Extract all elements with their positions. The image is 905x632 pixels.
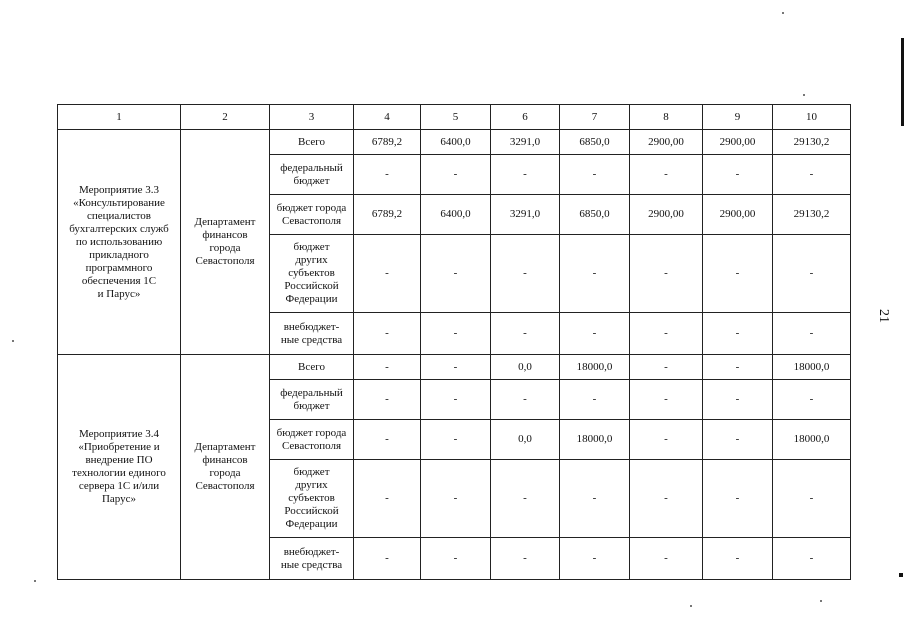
page-number: 21 <box>876 309 891 323</box>
amount-cell: - <box>630 538 703 580</box>
amount-cell: - <box>630 235 703 313</box>
column-header-9: 9 <box>703 105 773 130</box>
table-row <box>58 130 851 155</box>
amount-cell: - <box>491 460 560 538</box>
amount-cell: 29130,2 <box>773 130 851 155</box>
amount-cell: - <box>773 538 851 580</box>
amount-cell: 6789,2 <box>354 195 421 235</box>
amount-cell: - <box>421 355 491 380</box>
amount-cell: - <box>354 380 421 420</box>
funding-source-cell: федеральный бюджет <box>270 380 354 420</box>
amount-cell: 2900,00 <box>703 130 773 155</box>
amount-cell: - <box>560 235 630 313</box>
scan-speck <box>803 94 805 96</box>
budget-table <box>57 104 851 580</box>
amount-cell: - <box>630 460 703 538</box>
amount-cell: - <box>354 538 421 580</box>
table-body <box>58 130 851 580</box>
amount-cell: 2900,00 <box>703 195 773 235</box>
amount-cell: - <box>703 235 773 313</box>
amount-cell: - <box>703 313 773 355</box>
amount-cell: 6400,0 <box>421 195 491 235</box>
amount-cell: 0,0 <box>491 355 560 380</box>
amount-cell: - <box>421 420 491 460</box>
amount-cell: - <box>560 380 630 420</box>
column-header-7: 7 <box>560 105 630 130</box>
department-cell: Департамент финансов города Севастополя <box>181 355 270 580</box>
amount-cell: - <box>560 460 630 538</box>
table-row <box>58 355 851 380</box>
amount-cell: - <box>421 235 491 313</box>
amount-cell: - <box>354 313 421 355</box>
funding-source-cell: Всего <box>270 355 354 380</box>
amount-cell: 18000,0 <box>773 420 851 460</box>
amount-cell: - <box>703 355 773 380</box>
amount-cell: - <box>703 460 773 538</box>
amount-cell: 18000,0 <box>560 420 630 460</box>
amount-cell: - <box>491 538 560 580</box>
column-header-6: 6 <box>491 105 560 130</box>
funding-source-cell: Всего <box>270 130 354 155</box>
amount-cell: 6850,0 <box>560 130 630 155</box>
amount-cell: 6850,0 <box>560 195 630 235</box>
funding-source-cell: бюджет города Севастополя <box>270 195 354 235</box>
scan-speck <box>34 580 36 582</box>
column-header-5: 5 <box>421 105 491 130</box>
scan-speck <box>12 340 14 342</box>
department-cell: Департамент финансов города Севастополя <box>181 130 270 355</box>
funding-source-cell: внебюджет- ные средства <box>270 538 354 580</box>
amount-cell: - <box>703 538 773 580</box>
amount-cell: 0,0 <box>491 420 560 460</box>
amount-cell: 6789,2 <box>354 130 421 155</box>
amount-cell: 6400,0 <box>421 130 491 155</box>
amount-cell: 18000,0 <box>560 355 630 380</box>
amount-cell: - <box>773 155 851 195</box>
amount-cell: - <box>421 380 491 420</box>
scan-speck <box>820 600 822 602</box>
amount-cell: - <box>630 420 703 460</box>
amount-cell: - <box>560 155 630 195</box>
amount-cell: - <box>703 420 773 460</box>
amount-cell: - <box>421 460 491 538</box>
amount-cell: - <box>491 313 560 355</box>
amount-cell: - <box>560 538 630 580</box>
column-header-10: 10 <box>773 105 851 130</box>
amount-cell: - <box>703 155 773 195</box>
amount-cell: - <box>354 155 421 195</box>
amount-cell: - <box>491 155 560 195</box>
amount-cell: - <box>773 460 851 538</box>
column-header-1: 1 <box>58 105 181 130</box>
funding-source-cell: бюджет других субъектов Российской Федерации <box>270 235 354 313</box>
scan-edge-bar <box>901 38 904 126</box>
amount-cell: - <box>630 355 703 380</box>
amount-cell: 3291,0 <box>491 195 560 235</box>
table-header <box>58 105 851 130</box>
amount-cell: - <box>421 313 491 355</box>
amount-cell: 3291,0 <box>491 130 560 155</box>
amount-cell: - <box>491 380 560 420</box>
amount-cell: - <box>630 155 703 195</box>
funding-source-cell: бюджет других субъектов Российской Федерации <box>270 460 354 538</box>
funding-source-cell: федеральный бюджет <box>270 155 354 195</box>
amount-cell: 29130,2 <box>773 195 851 235</box>
amount-cell: - <box>354 460 421 538</box>
amount-cell: - <box>773 380 851 420</box>
amount-cell: - <box>630 380 703 420</box>
amount-cell: - <box>630 313 703 355</box>
amount-cell: - <box>354 235 421 313</box>
amount-cell: - <box>773 235 851 313</box>
activity-cell: Мероприятие 3.3 «Консультирование специалистов бухгалтерских служб по использованию прикладного программного обеспечения 1С и Парус» <box>58 130 181 355</box>
amount-cell: 2900,00 <box>630 195 703 235</box>
amount-cell: - <box>560 313 630 355</box>
header-row <box>58 105 851 130</box>
column-header-2: 2 <box>181 105 270 130</box>
amount-cell: - <box>421 155 491 195</box>
amount-cell: - <box>773 313 851 355</box>
amount-cell: - <box>354 420 421 460</box>
amount-cell: - <box>421 538 491 580</box>
funding-source-cell: бюджет города Севастополя <box>270 420 354 460</box>
scan-speck <box>690 605 692 607</box>
column-header-8: 8 <box>630 105 703 130</box>
amount-cell: - <box>491 235 560 313</box>
amount-cell: - <box>354 355 421 380</box>
amount-cell: - <box>703 380 773 420</box>
scan-edge-mark <box>899 573 903 577</box>
column-header-4: 4 <box>354 105 421 130</box>
amount-cell: 18000,0 <box>773 355 851 380</box>
amount-cell: 2900,00 <box>630 130 703 155</box>
scan-speck <box>782 12 784 14</box>
column-header-3: 3 <box>270 105 354 130</box>
activity-cell: Мероприятие 3.4 «Приобретение и внедрение ПО технологии единого сервера 1С и/или Парус» <box>58 355 181 580</box>
funding-source-cell: внебюджет- ные средства <box>270 313 354 355</box>
